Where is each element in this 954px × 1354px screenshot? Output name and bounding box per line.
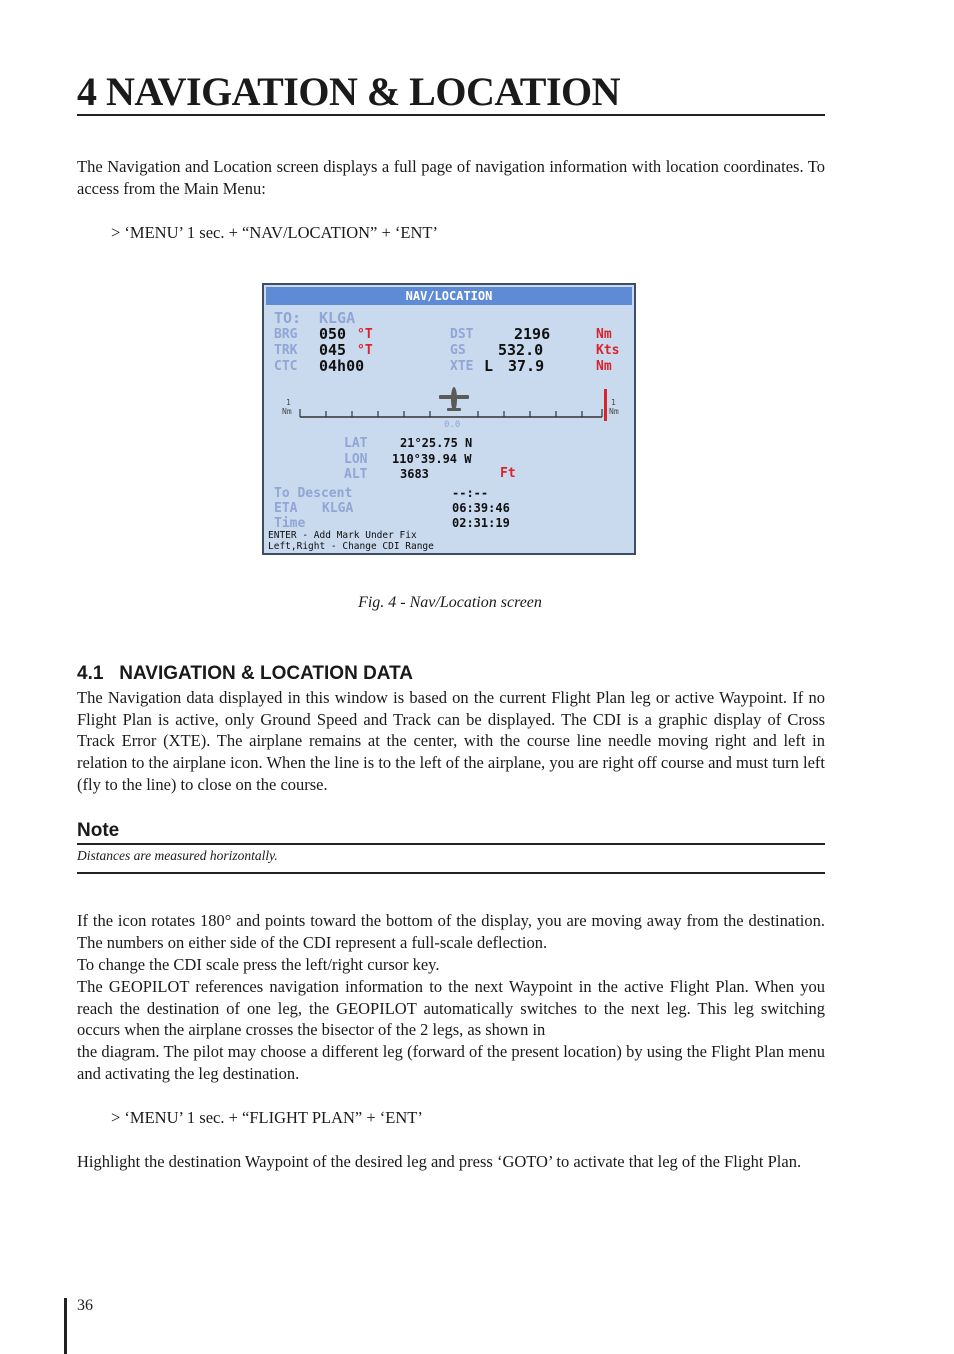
lon-label: LON bbox=[344, 452, 368, 467]
eta-label: ETA bbox=[274, 501, 298, 516]
intro-paragraph: The Navigation and Location screen displays a full page of navigation information with location coordinates. To access from the Main Menu: bbox=[77, 157, 825, 198]
alt-value: 3683 bbox=[400, 467, 429, 481]
dst-label: DST bbox=[450, 327, 474, 342]
lat-value: 21°25.75 N bbox=[400, 436, 473, 450]
eta-value: 06:39:46 bbox=[452, 501, 510, 515]
descent-label: To Descent bbox=[274, 486, 353, 501]
cdi-left-range: 1 bbox=[286, 398, 291, 407]
dst-value: 2196 bbox=[514, 325, 551, 343]
to-waypoint: KLGA bbox=[319, 309, 356, 327]
page-number: 36 bbox=[77, 1297, 93, 1314]
ctc-label: CTC bbox=[274, 359, 298, 374]
trk-unit: °T bbox=[357, 343, 373, 358]
cdi-center-value: 0.0 bbox=[444, 420, 461, 430]
waypoint-paragraph: The GEOPILOT references navigation information to the next Waypoint in the active Flight Plan. When you reach the destination of one leg, the GEOPILOT automatically switches to the next leg. This leg switching occurs when the airplane crosses the bisector of the 2 legs, as shown in bbox=[77, 977, 825, 1040]
goto-paragraph: Highlight the destination Waypoint of the desired leg and press ‘GOTO’ to activate that leg of the Flight Plan. bbox=[77, 1152, 802, 1171]
xte-unit: Nm bbox=[596, 359, 612, 374]
trk-value: 045 bbox=[319, 341, 347, 359]
gs-value: 532.0 bbox=[498, 341, 544, 359]
lon-value: 110°39.94 W bbox=[392, 452, 472, 466]
xte-value: 37.9 bbox=[508, 357, 545, 375]
brg-label: BRG bbox=[274, 327, 298, 342]
dst-unit: Nm bbox=[596, 327, 612, 342]
section-heading: 4.1 NAVIGATION & LOCATION DATA bbox=[77, 663, 414, 684]
flight-plan-command: > ‘MENU’ 1 sec. + “FLIGHT PLAN” + ‘ENT’ bbox=[111, 1108, 423, 1127]
gs-label: GS bbox=[450, 343, 466, 358]
page-margin-bar bbox=[64, 1298, 67, 1354]
trk-label: TRK bbox=[274, 343, 298, 358]
screen-title: NAV/LOCATION bbox=[266, 287, 632, 305]
eta-waypoint: KLGA bbox=[322, 501, 354, 516]
nav-location-command: > ‘MENU’ 1 sec. + “NAV/LOCATION” + ‘ENT’ bbox=[111, 223, 438, 242]
xte-direction: L bbox=[484, 357, 494, 375]
brg-value: 050 bbox=[319, 325, 347, 343]
note-box bbox=[77, 818, 825, 874]
cdi-right-unit: Nm bbox=[609, 407, 619, 416]
cdi-rotation-paragraph: If the icon rotates 180° and points toward the bottom of the display, you are moving away from the destination. The numbers on either side of the CDI represent a full-scale deflection. bbox=[77, 911, 825, 952]
alt-label: ALT bbox=[344, 467, 368, 482]
xte-label: XTE bbox=[450, 359, 474, 374]
gs-unit: Kts bbox=[596, 343, 620, 358]
leg-choice-paragraph: the diagram. The pilot may choose a different leg (forward of the present location) by using the Flight Plan menu and activating the leg destination. bbox=[77, 1042, 825, 1083]
footer-hint-cdi: Left,Right - Change CDI Range bbox=[268, 541, 434, 552]
lat-label: LAT bbox=[344, 436, 368, 451]
page-title: 4 NAVIGATION & LOCATION bbox=[77, 70, 825, 116]
course-needle bbox=[604, 389, 607, 421]
cdi-right-range: 1 bbox=[611, 398, 616, 407]
alt-unit: Ft bbox=[500, 466, 516, 481]
time-value: 02:31:19 bbox=[452, 516, 510, 530]
to-label: TO: bbox=[274, 309, 302, 327]
airplane-icon bbox=[439, 387, 469, 411]
ctc-value: 04h00 bbox=[319, 357, 365, 375]
cdi-left-unit: Nm bbox=[282, 407, 292, 416]
descent-value: --:-- bbox=[452, 486, 489, 500]
brg-unit: °T bbox=[357, 327, 373, 342]
section-paragraph: The Navigation data displayed in this window is based on the current Flight Plan leg or active Waypoint. If no Flight Plan is active, only Ground Speed and Track can be displayed. The CDI is a graphic display of Cross Track Error (XTE). The airplane remains at the center, with the course line needle moving right and left in relation to the airplane icon. When the line is to the left of the airplane, you are right off course and must turn left (fly to the line) to close on the course. bbox=[77, 688, 825, 794]
footer-hint-enter: ENTER - Add Mark Under Fix bbox=[268, 530, 417, 541]
note-text: Distances are measured horizontally. bbox=[77, 848, 278, 863]
nav-location-screen bbox=[262, 283, 636, 555]
note-title: Note bbox=[77, 818, 825, 845]
figure-caption: Fig. 4 - Nav/Location screen bbox=[358, 594, 542, 611]
cdi-scale-paragraph: To change the CDI scale press the left/right cursor key. bbox=[77, 955, 440, 974]
time-label: Time bbox=[274, 516, 306, 531]
